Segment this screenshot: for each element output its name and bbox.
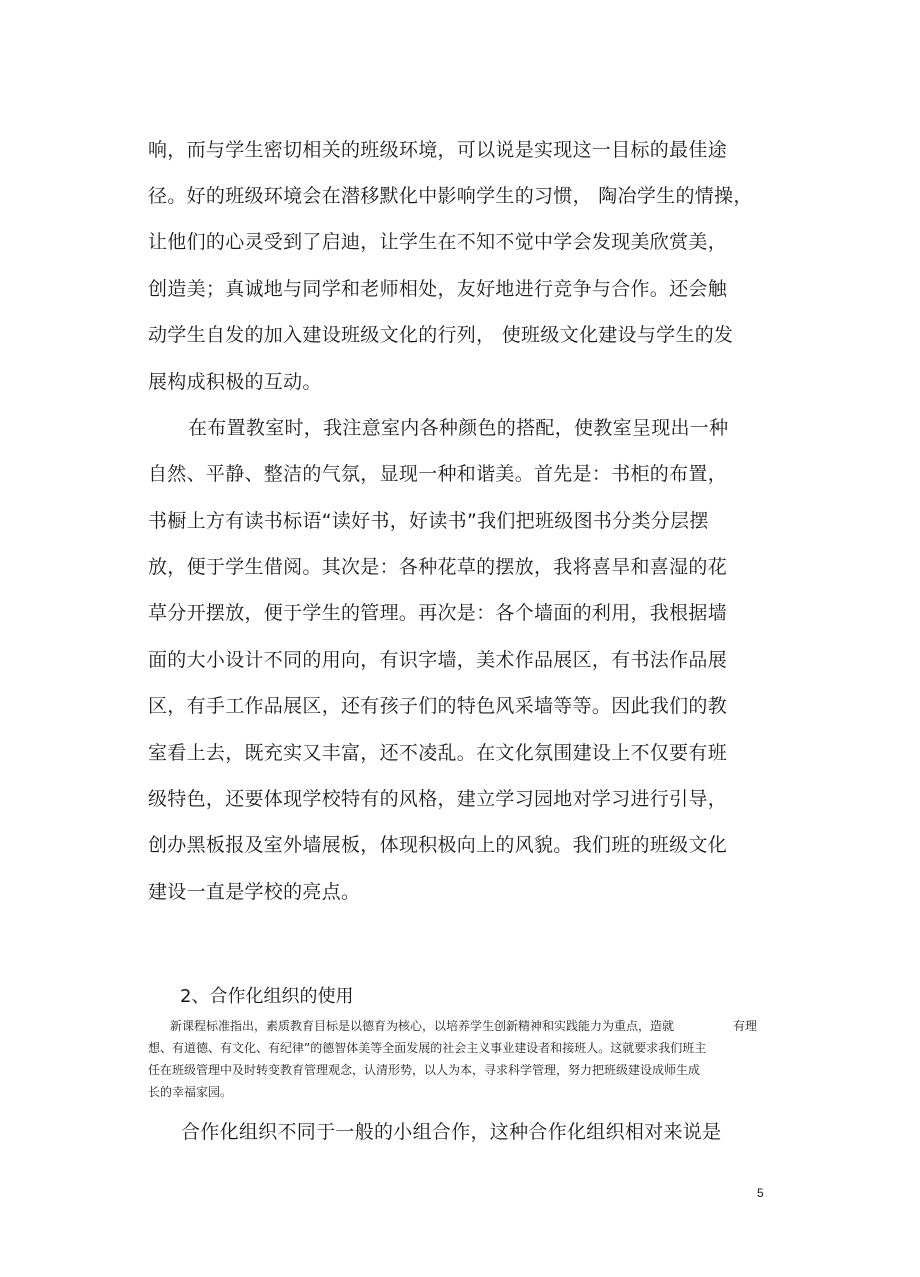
paragraph2-line-9: 级特色，还要体现学校特有的风格，建立学习园地对学习进行引导， bbox=[148, 788, 728, 810]
paragraph2-line-2: 自然、平静、整洁的气氛，显现一种和谐美。首先是：书柜的布置， bbox=[148, 463, 728, 485]
paragraph2-line-11: 建设一直是学校的亮点。 bbox=[148, 881, 361, 903]
paragraph2-line-3: 书橱上方有读书标语“读好书，好读书”我们把班级图书分类分层摆 bbox=[148, 510, 709, 532]
page-number: 5 bbox=[757, 1186, 764, 1200]
paragraph2-line-8: 室看上去，既充实又丰富，还不凌乱。在文化氛围建设上不仅要有班 bbox=[148, 742, 728, 764]
paragraph2-line-10: 创办黑板报及室外墙展板，体现积极向上的风貌。我们班的班级文化 bbox=[148, 834, 728, 856]
paragraph1-line-6: 展构成积极的互动。 bbox=[148, 371, 322, 393]
paragraph2-line-6: 面的大小设计不同的用向，有识字墙，美术作品展区，有书法作品展 bbox=[148, 649, 728, 671]
paragraph1-line-4: 创造美；真诚地与同学和老师相处，友好地进行竞争与合作。还会触 bbox=[148, 278, 728, 300]
small-paragraph-line-4: 长的幸福家园。 bbox=[148, 1085, 233, 1099]
paragraph1-line-2: 径。好的班级环境会在潜移默化中影响学生的习惯， 陶冶学生的情操， bbox=[148, 185, 753, 207]
small-paragraph-line-2: 想、有道德、有文化、有纪律”的德智体美等全面发展的社会主义事业建设者和接班人。这就要求我们班主 bbox=[148, 1041, 707, 1055]
small-paragraph-line-1-end: 有理 bbox=[733, 1019, 758, 1033]
paragraph2-line-1: 在布置教室时，我注意室内各种颜色的搭配，使教室呈现出一种 bbox=[188, 417, 729, 439]
paragraph1-line-5: 动学生自发的加入建设班级文化的行列， 使班级文化建设与学生的发 bbox=[148, 324, 734, 346]
small-paragraph-line-1: 新课程标准指出，素质教育目标是以德育为核心，以培养学生创新精神和实践能力为重点，造就 bbox=[170, 1019, 675, 1033]
paragraph2-line-7: 区，有手工作品展区，还有孩子们的特色风采墙等等。因此我们的教 bbox=[148, 695, 728, 717]
paragraph2-line-4: 放，便于学生借阅。其次是：各种花草的摆放，我将喜旱和喜湿的花 bbox=[148, 556, 728, 578]
paragraph1-line-1: 响，而与学生密切相关的班级环境，可以说是实现这一目标的最佳途 bbox=[148, 139, 728, 161]
paragraph3-line-1: 合作化组织不同于一般的小组合作，这种合作化组织相对来说是 bbox=[181, 1121, 722, 1143]
small-paragraph-line-3: 任在班级管理中及时转变教育管理观念，认清形势，以人为本，寻求科学管理，努力把班级建设成师生成 bbox=[148, 1063, 701, 1077]
paragraph1-line-3: 让他们的心灵受到了启迪，让学生在不知不觉中学会发现美欣赏美， bbox=[148, 231, 728, 253]
section-heading: 2、合作化组织的使用 bbox=[180, 986, 354, 1007]
paragraph2-line-5: 草分开摆放，便于学生的管理。再次是：各个墙面的利用，我根据墙 bbox=[148, 602, 728, 624]
